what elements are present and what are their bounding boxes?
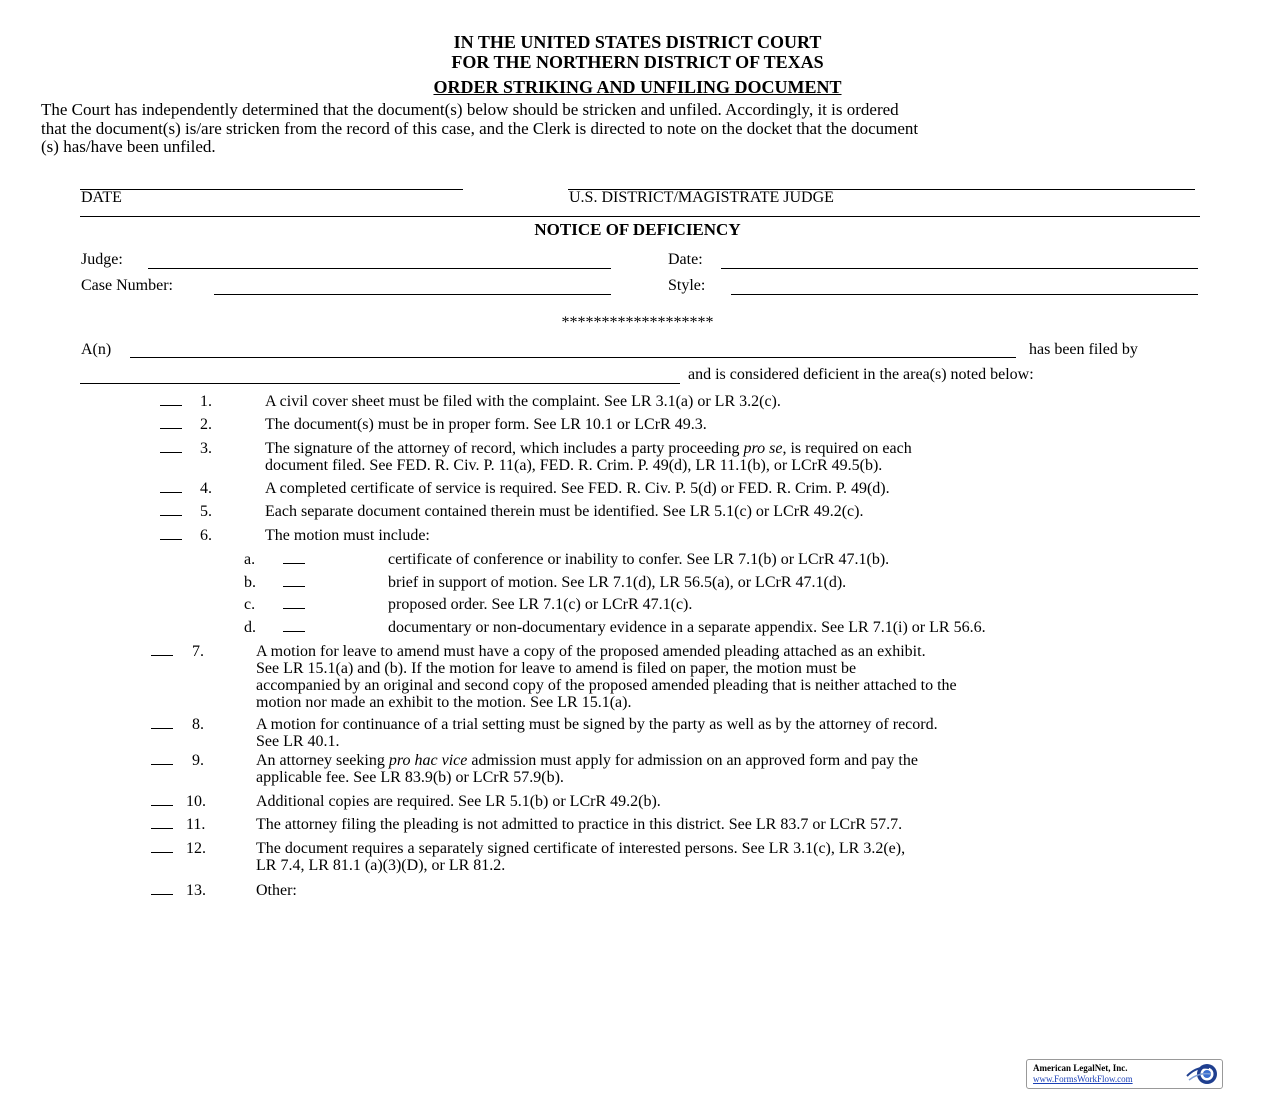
item-2-checkbox[interactable] — [160, 416, 182, 429]
case-number-label: Case Number: — [81, 277, 173, 294]
item-11-checkbox[interactable] — [151, 816, 173, 829]
item-9 — [151, 752, 918, 786]
subitem-d-text: documentary or non-documentary evidence in a separate appendix. See LR 7.1(i) or LR 56.6. — [388, 619, 986, 636]
item-10-checkbox[interactable] — [151, 793, 173, 806]
item-7-line-1: A motion for leave to amend must have a copy of the proposed amended pleading attached as an exhibit. — [256, 643, 926, 660]
intro-line-1: The Court has independently determined that the document(s) below should be stricken and unfiled. Accordingly, it is ordered — [41, 100, 899, 119]
date-signature-line[interactable] — [80, 189, 463, 190]
order-title-text: ORDER STRIKING AND UNFILING DOCUMENT — [433, 77, 842, 97]
item-6-number: 6. — [200, 527, 212, 544]
subitem-c-letter: c. — [244, 596, 256, 613]
item-6-text: The motion must include: — [265, 527, 430, 544]
item-10-number: 10. — [186, 793, 206, 810]
item-4-text: A completed certificate of service is required. See FED. R. Civ. P. 5(d) or FED. R. Crim. P. 49(d). — [265, 480, 890, 497]
item-1-number: 1. — [200, 393, 212, 410]
subitem-b-text: brief in support of motion. See LR 7.1(d), LR 56.5(a), or LCrR 47.1(d). — [388, 574, 847, 591]
item-6 — [160, 527, 430, 544]
intro-line-3: (s) has/have been unfiled. — [41, 137, 216, 156]
item-3-number: 3. — [200, 440, 212, 457]
item-5-text: Each separate document contained therein must be identified. See LR 5.1(c) or LCrR 49.2(c). — [265, 503, 864, 520]
subitem-a-letter: a. — [244, 551, 256, 568]
item-9-emphasis: pro hac vice — [388, 752, 468, 769]
item-5-checkbox[interactable] — [160, 503, 182, 516]
item-8-line-2: See LR 40.1. — [256, 733, 340, 750]
court-name: IN THE UNITED STATES DISTRICT COURT — [453, 32, 822, 52]
item-2 — [160, 416, 707, 433]
order-title — [0, 77, 1275, 98]
subitem-c-text: proposed order. See LR 7.1(c) or LCrR 47.1(c). — [388, 596, 693, 613]
item-3-checkbox[interactable] — [160, 440, 182, 453]
subitem-b-checkbox[interactable] — [283, 574, 305, 587]
footer-badge — [1026, 1059, 1223, 1089]
subitem-d-letter: d. — [244, 619, 256, 636]
item-8-checkbox[interactable] — [151, 716, 173, 729]
item-7 — [151, 643, 957, 711]
court-district: FOR THE NORTHERN DISTRICT OF TEXAS — [451, 52, 824, 72]
date-field-label: Date: — [668, 251, 703, 268]
footer-company: American LegalNet, Inc. — [1033, 1063, 1128, 1073]
item-9-number: 9. — [192, 752, 204, 769]
item-13-checkbox[interactable] — [151, 882, 173, 895]
subitem-d-checkbox[interactable] — [283, 619, 305, 632]
section-divider — [80, 216, 1200, 217]
subitem-a — [244, 551, 890, 568]
item-8-line-1: A motion for continuance of a trial setting must be signed by the party as well as by the attorney of record. — [256, 716, 938, 733]
item-13-text: Other: — [256, 882, 297, 899]
item-2-text: The document(s) must be in proper form. See LR 10.1 or LCrR 49.3. — [265, 416, 707, 433]
item-3-post: , is required on each — [782, 440, 912, 457]
item-1 — [160, 393, 781, 410]
star-separator: ******************* — [561, 314, 714, 331]
item-4-number: 4. — [200, 480, 212, 497]
item-13 — [151, 882, 297, 899]
date-field[interactable] — [721, 268, 1198, 269]
subitem-d — [244, 619, 986, 636]
filed-by-label: has been filed by — [1029, 341, 1138, 358]
intro-line-2: that the document(s) is/are stricken from the record of this case, and the Clerk is directed to note on the docket that the document — [41, 118, 919, 138]
item-4 — [160, 480, 890, 497]
intro-paragraph — [41, 101, 1241, 157]
document-type-field[interactable] — [130, 357, 1016, 358]
judge-label: U.S. DISTRICT/MAGISTRATE JUDGE — [569, 189, 834, 206]
item-8-number: 8. — [192, 716, 204, 733]
subitem-b-letter: b. — [244, 574, 256, 591]
deficient-label: and is considered deficient in the area(s) noted below: — [688, 366, 1034, 383]
item-12-checkbox[interactable] — [151, 840, 173, 853]
judge-field-label: Judge: — [81, 251, 123, 268]
judge-field[interactable] — [148, 268, 611, 269]
item-5-number: 5. — [200, 503, 212, 520]
subitem-c-checkbox[interactable] — [283, 596, 305, 609]
footer-url-link[interactable]: www.FormsWorkFlow.com — [1033, 1074, 1133, 1084]
case-number-field[interactable] — [214, 294, 611, 295]
item-3 — [160, 440, 912, 474]
item-1-checkbox[interactable] — [160, 393, 182, 406]
item-11-text: The attorney filing the pleading is not admitted to practice in this district. See LR 83.7 or LCrR 57.7. — [256, 816, 903, 833]
item-11 — [151, 816, 903, 833]
globe-logo-icon — [1185, 1062, 1219, 1086]
style-label: Style: — [668, 277, 706, 294]
notice-title: NOTICE OF DEFICIENCY — [534, 220, 741, 239]
item-12-line-2: LR 7.4, LR 81.1 (a)(3)(D), or LR 81.2. — [256, 857, 506, 874]
item-12-line-1: The document requires a separately signed certificate of interested persons. See LR 3.1(c), LR 3.2(e), — [256, 840, 906, 857]
subitem-b — [244, 574, 847, 591]
item-12-number: 12. — [186, 840, 206, 857]
item-10 — [151, 793, 661, 810]
item-7-line-2: See LR 15.1(a) and (b). If the motion for leave to amend is filed on paper, the motion must be — [256, 660, 857, 677]
item-13-number: 13. — [186, 882, 206, 899]
date-label: DATE — [81, 189, 122, 206]
item-9-line-1 — [256, 752, 918, 769]
item-7-line-4: motion nor made an exhibit to the motion. See LR 15.1(a). — [256, 694, 632, 711]
item-3-line-1 — [265, 440, 912, 457]
item-7-number: 7. — [192, 643, 204, 660]
item-6-checkbox[interactable] — [160, 527, 182, 540]
item-1-text: A civil cover sheet must be filed with the complaint. See LR 3.1(a) or LR 3.2(c). — [265, 393, 781, 410]
subitem-c — [244, 596, 693, 613]
item-7-line-3: accompanied by an original and second copy of the proposed amended pleading that is neither attached to the — [256, 677, 957, 694]
item-11-number: 11. — [186, 816, 206, 833]
subitem-a-text: certificate of conference or inability to confer. See LR 7.1(b) or LCrR 47.1(b). — [388, 551, 890, 568]
item-10-text: Additional copies are required. See LR 5.1(b) or LCrR 49.2(b). — [256, 793, 661, 810]
style-field[interactable] — [731, 294, 1198, 295]
item-12 — [151, 840, 906, 874]
item-9-pre: An attorney seeking — [256, 752, 389, 769]
item-9-checkbox[interactable] — [151, 752, 173, 765]
item-2-number: 2. — [200, 416, 212, 433]
item-8 — [151, 716, 938, 750]
item-3-line-2: document filed. See FED. R. Civ. P. 11(a), FED. R. Crim. P. 49(d), LR 11.1(b), or LCrR 49.5(b). — [265, 457, 883, 474]
item-3-emphasis: pro se — [743, 440, 783, 457]
item-5 — [160, 503, 864, 520]
item-9-line-2: applicable fee. See LR 83.9(b) or LCrR 57.9(b). — [256, 769, 564, 786]
filed-by-field[interactable] — [80, 383, 680, 384]
item-3-pre: The signature of the attorney of record, which includes a party proceeding — [265, 440, 744, 457]
document-type-label: A(n) — [81, 341, 112, 358]
subitem-a-checkbox[interactable] — [283, 551, 305, 564]
item-4-checkbox[interactable] — [160, 480, 182, 493]
item-9-post: admission must apply for admission on an approved form and pay the — [467, 752, 918, 769]
item-7-checkbox[interactable] — [151, 643, 173, 656]
